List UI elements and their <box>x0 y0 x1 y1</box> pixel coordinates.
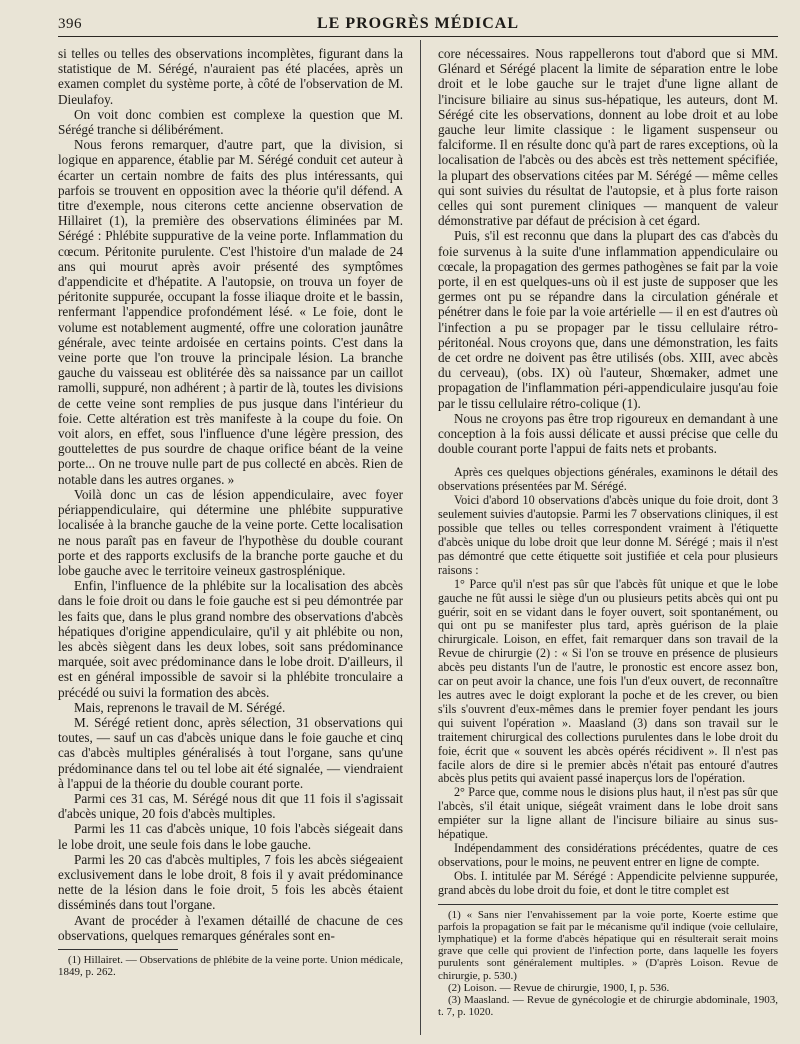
footnote-rule <box>438 904 778 905</box>
page-number: 396 <box>58 16 82 32</box>
footnote: (3) Maasland. — Revue de gynécologie et de chirurgie abdominale, 1903, t. 7, p. 1020. <box>438 994 778 1019</box>
footnote: (2) Loison. — Revue de chirurgie, 1900, I, p. 536. <box>448 981 670 994</box>
paragraph: Nous ne croyons pas être trop rigoureux en demandant à une conception à la fois aussi délicate et aussi précise que celle du double courant porte l'appui de faits nets et probants. <box>438 410 778 457</box>
paragraph: On voit donc combien est complexe la question que M. Sérégé tranche si délibérément. <box>58 106 403 138</box>
paragraph: 1° Parce qu'il n'est pas sûr que l'abcès fût unique et que le lobe gauche ne fût aussi le siège d'un ou plusieurs petits abcès qui ont pu guérir, soit en se vidant dans le foyer ouvert, soit spontanément, ou qui ont pu se manifester plus tard, après guérison de la plaie chirurgicale. Loison, en effet, fait remarquer dans son travail de la Revue de chirurgie (2) : « Si l'on se trouve en présence de plusieurs abcès peu distants l'un de l'autre, le pronostic est encore assez bon, car on peut avoir la chance, une fois l'un d'eux ouvert, de reconnaître les autres avec le doigt explorant la poche et de les crever, ou bien s'ils s'ouvrent d'eux-mêmes dans le premier foyer pendant les jours qui suivent l'opération ». Maasland (3) dans son travail sur le traitement chirurgical des collections purulentes dans le lobe droit du foie, écrit que « souvent les abcès opérés récidivent ». Il n'est pas facile alors de dire si le premier abcès n'était pas entouré d'autres abcès plus petits qui avaient passé inaperçus lors de l'opération. <box>438 576 778 786</box>
page-header <box>58 8 778 37</box>
footnote: (1) « Sans nier l'envahissement par la voie porte, Koerte estime que parfois la propagation se fait par le mécanisme qu'il indique (voie cellulaire, lymphatique) et la forme d'abcès hépatique qui en résulterait serait moins grave que celle qui provient de l'infection porte, dans laquelle les foyers purulents sont généralement multiples. » (D'après Loison. Revue de chirurgie, p. 530.) <box>438 908 778 982</box>
paragraph: Obs. I. intitulée par M. Sérégé : Appendicite pelvienne suppurée, grand abcès du lobe droit du foie, et dont le titre complet est <box>438 868 778 897</box>
paragraph: Parmi ces 31 cas, M. Sérégé nous dit que 11 fois il s'agissait d'abcès unique, 20 fois d'abcès multiples. <box>58 790 403 822</box>
paragraph: Parmi les 20 cas d'abcès multiples, 7 fois les abcès siégeaient exclusivement dans le lobe droit, 8 fois il y avait prédominance nette de la lésion dans le foie droit, 5 fois les abcès étaient disséminés dans tout l'organe. <box>58 851 403 913</box>
paragraph: Puis, s'il est reconnu que dans la plupart des cas d'abcès du foie survenus à la suite d'une inflammation appendiculaire ou cœcale, la propagation des germes pathogènes se fait par la voie porte, il en est quelques-uns où il est juste de supposer que les germes ont pu se répandre dans la circulation générale et pénétrer dans le foie par la voie artérielle — il en est d'autres où l'infection a pu se propager par le tissu cellulaire rétro-péritonéal. Nous croyons que, dans une démonstration, les faits de cet ordre ne doivent pas être utilisés (obs. XIII, avec abcès du cerveau), (obs. IX) où l'auteur, Shœmaker, admet une propagation de l'inflammation péri-appendiculaire jusqu'au foie par le tissu cellulaire rétro-colique (1). <box>438 228 778 411</box>
paragraph: Voilà donc un cas de lésion appendiculaire, avec foyer périappendiculaire, qui détermine une phlébite suppurative localisée à la branche gauche de la veine porte. Cette localisation ne nous paraît pas en faveur de l'hypothèse du double courant porte et des rapports exclusifs de la branche porte gauche et du lobe gauche avec le territoire veineux gastrosplénique. <box>58 486 403 578</box>
paragraph: Nous ferons remarquer, d'autre part, que la division, si logique en apparence, établie par M. Sérégé conduit cet auteur à écarter un certain nombre de faits des plus intéressants, qui parfois se trouvent en opposition avec la théorie qu'il défend. A titre d'exemple, nous citerons cette ancienne observation de Hillairet (1), la première des observations éliminées par M. Sérégé : Phlébite suppurative de la veine porte. Inflammation du cœcum. Péritonite purulente. C'est l'histoire d'un malade de 24 ans qui mourut après avoir présenté des symptômes d'appendicite et d'hépatite. A l'autopsie, on trouva un foyer de péritonite suppurée, occupant la fosse iliaque droite et le bassin, renfermant l'appendice profondément lésé. « Le foie, dont le volume est notablement augmenté, offre une coloration jaunâtre générale, avec teinte ardoisée en certains points. C'est dans la veine porte que l'on trouve la principale lésion. La branche gauche du vaisseau est oblitérée dès sa naissance par un caillot ramolli, suppuré, non adhérent ; à partir de là, toutes les divisions de cette veine sont remplies de pus jusque dans l'intérieur du foie. Cette altération est très manifeste à la coupe du foie. On voit alors, en effet, sous l'influence d'une légère pression, des gouttelettes de pus sourdre de chaque orifice béant de la veine porte... On ne trouve nulle part de pus collecté en abcès. Rien de notable dans les autres organes. » <box>58 137 403 487</box>
footnotes-right <box>438 909 778 1019</box>
journal-title: LE PROGRÈS MÉDICAL <box>316 15 520 32</box>
paragraph: Voici d'abord 10 observations d'abcès unique du foie droit, dont 3 seulement suivies d'autopsie. Parmi les 7 observations cliniques, il est possible que telles ou telles correspondent vraiment à l'étiquette d'abcès unique du lobe droit que leur donne M. Sérégé ; mais il n'est pas démontré que cette étiquette soit justifiée et cela pour plusieurs raisons : <box>438 493 778 577</box>
footnote: (1) Hillairet. — Observations de phlébite de la veine porte. Union médicale, 1849, p. 262. <box>58 953 403 979</box>
small-print-section <box>438 466 778 897</box>
paragraph: Après ces quelques objections générales, examinons le détail des observations présentées par M. Sérégé. <box>438 465 778 494</box>
right-column <box>438 46 778 1018</box>
paragraph: Parmi les 11 cas d'abcès unique, 10 fois l'abcès siégeait dans le lobe droit, une seule fois dans le lobe gauche. <box>58 821 403 852</box>
column-divider <box>420 40 421 1035</box>
paragraph: 2° Parce que, comme nous le disions plus haut, il n'est pas sûr que l'abcès, s'il était unique, siégeât vraiment dans le lobe droit sans empiéter sur la ligne allant de l'incisure biliaire au sinus sus-hépatique. <box>438 785 778 842</box>
paragraph: Enfin, l'influence de la phlébite sur la localisation des abcès dans le foie droit ou dans le foie gauche est si peu démontrée par les faits que, dans le plus grand nombre des observations d'abcès hépatiques d'origine appendiculaire, qu'il y ait phlébite ou non, les abcès siègent dans les deux lobes, soit sans prédominance marquée, soit avec prédominance dans le lobe droit. D'ailleurs, il est en général impossible de savoir si la phlébite tronculaire a précédé ou suivi la formation des abcès. <box>58 578 403 700</box>
footnotes-left <box>58 954 403 978</box>
paragraph: Indépendamment des considérations précédentes, quatre de ces observations, pour le moins, ne peuvent entrer en ligne de compte. <box>438 840 778 869</box>
paragraph: M. Sérégé retient donc, après sélection, 31 observations qui toutes, — sauf un cas d'abcès unique dans le foie gauche et cinq cas d'abcès multiples généralisés à tout l'organe, sans qu'une prédominance dans tel ou tel lobe ait été signalée, — viendraient à l'appui de la théorie du double courant porte. <box>58 714 403 791</box>
paragraph: Avant de procéder à l'examen détaillé de chacune de ces observations, quelques remarques générales sont en- <box>58 912 403 943</box>
paragraph: core nécessaires. Nous rappellerons tout d'abord que si MM. Glénard et Sérégé placent la limite de séparation entre le lobe droit et le lobe gauche sur le trajet d'une ligne allant de l'incisure biliaire au sinus sus-hépatique, les auteurs, dont M. Sérégé cite les observations, donnent au lobe droit et au lobe gauche leur limite classique : le ligament suspenseur ou falciforme. Il en résulte donc qu'à part de rares exceptions, où la localisation de l'abcès ou des abcès est très nettement spécifiée, la plupart des observations citées par M. Sérégé — même celles qui sont suivies du résultat de l'autopsie, et à plus forte raison celles qui sont purement cliniques — manquent de valeur démonstrative par défaut de précision à cet égard. <box>438 46 778 229</box>
left-column <box>58 46 403 978</box>
footnote-rule <box>58 949 178 950</box>
paragraph: Mais, reprenons le travail de M. Sérégé. <box>74 699 286 715</box>
paragraph: si telles ou telles des observations incomplètes, figurant dans la statistique de M. Sérégé, n'auraient pas été placées, après un examen complet du système porte, à côté de l'observation de M. Dieulafoy. <box>58 46 403 107</box>
